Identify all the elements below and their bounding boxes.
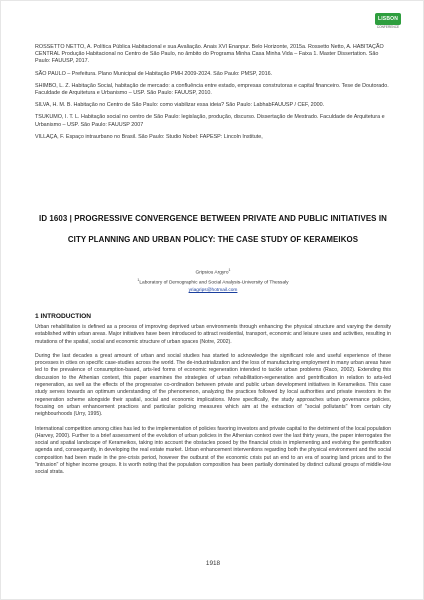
reference-item: VILLAÇA, F. Espaço intraurbano no Brasil. São Paulo: Studio Nobel: FAPESP: Lincoln Institute, <box>35 133 263 140</box>
logo-badge: LISBON <box>375 13 401 25</box>
reference-item: SILVA, H. M. B. Habitação no Centro de São Paulo: como viabilizar essa ideia? São Paulo: LabhabFAUUSP / CEF, 2000. <box>35 102 325 109</box>
reference-list <box>35 44 391 146</box>
body-paragraph: Urban rehabilitation is defined as a process of improving deprived urban environments through enhancing the physical structure and varying the density established within urban areas. Major initiatives have been introduced to attract residential, transport, economic and leisure uses and activities, resulting in mutations of the spatial, social and economic structure of urban spaces (Notre, 2002). <box>35 324 391 345</box>
reference-item: TSUKUMO, I. T. L. Habitação social no centro de São Paulo: legislação, produção, discurso. Dissertação de Mestrado. Faculdade de Arquitetura e Urbanismo – USP. São Paulo: FAUUSP 2007 <box>35 114 385 128</box>
body-paragraph: During the last decades a great amount of urban and social studies has started to acknowledge the significant role and useful experience of these processes in cities on specific case-studies across the world. The de-industrialization and the loss of manufacturing employment in many urban areas have led to the prevalence of consumption-based, arts-led forms of economic regeneration intended to tackle urban problems (Raco, 2002). Extending this discussion to the Athenian context, this paper examines the strategies of urban rehabilitation-regeneration and gentrification in relation to arts-led regeneration, as well as the effects of the progressive co-ordination between private and public urban development initiatives in Kerameikos. This case study serves towards an optimum understanding of the phenomenon, analyzing the practices followed by local authorities and private investors in the regeneration scheme alongside their spatial, social and economic implications. More specifically, the study approaches urban governance policies, focusing on urban enhancement practices and particular policing measures which aim at the extraction of "social pollutants" from certain city neighbourhoods (Urry, 1995). <box>35 352 391 418</box>
author-line <box>35 267 391 277</box>
author-name: Gripsiou Argyro <box>195 270 229 276</box>
section-heading: 1 INTRODUCTION <box>35 313 92 320</box>
affiliation-line <box>35 277 391 287</box>
reference-item: ROSSETTO NETTO, A. Política Pública Habitacional e sua Avaliação. Anais XVI Enanpur. Belo Horizonte, 2015a. Rossetto Netto, A. HABITAÇÃO CENTRAL Produção Habitacional no Centro de São Paulo, no âmbito do Programa Minha Casa Minha Vida – Faixa 1. Master Dissertation. São Paulo: FAUUSP, 2017. <box>35 44 384 65</box>
email-line <box>35 288 391 295</box>
body-paragraph: International competition among cities has led to the implementation of policies favoring investors and private capital to the detriment of the local population (Harvey, 2000). Further to a brief assessment of the evolution of urban policies in the Athenian context over the last thirty years, the paper interrogates the social and spatial landscape of Kerameikos, taking into account the obstacles posed by the financial crisis in implementing and evolving the gentrification agenda and, consequently, in developing the real estate market. Urban enhancement interventions regarding both the physical environment and the social composition had been made in the pre-crisis period, however the outburst of the economic crisis put an end to an era of soaring land prices and to the "intrusion" of higher income groups. It is worth noting that the population composition has been partially dominated by distinct cultural groups of middle-low social strata. <box>35 425 391 476</box>
logo-subtitle: CONFERENCE <box>376 25 400 29</box>
affiliation: Laboratory of Demographic and Social Analysis-University of Thessaly <box>139 280 289 286</box>
author-email-link[interactable]: yriagrips@hotmail.com <box>188 287 238 293</box>
reference-item: SÃO PAULO – Prefeitura. Plano Municipal de Habitação PMH 2009-2024. São Paulo: PMSP, 2016. <box>35 70 273 77</box>
paper-title: ID 1603 | PROGRESSIVE CONVERGENCE BETWEEN PRIVATE AND PUBLIC INITIATIVES IN CITY PLANNING AND URBAN POLICY: THE CASE STUDY OF KERAMEIKOS <box>39 214 387 244</box>
section-body <box>35 324 391 484</box>
conference-logo <box>370 10 406 36</box>
author-superscript: 1 <box>228 268 231 272</box>
page-number: 1918 <box>205 560 221 567</box>
author-block <box>35 267 391 294</box>
affiliation-superscript: 1 <box>137 278 140 283</box>
reference-item: SHIMBO, L. Z. Habitação Social, habitação de mercado: a confluência entre estado, empresas construtoras e capital financeiro. Tese de Doutorado. Faculdade de Arquitetura e Urbanismo – USP. São Paulo: FAUUSP, 2010. <box>35 82 389 97</box>
